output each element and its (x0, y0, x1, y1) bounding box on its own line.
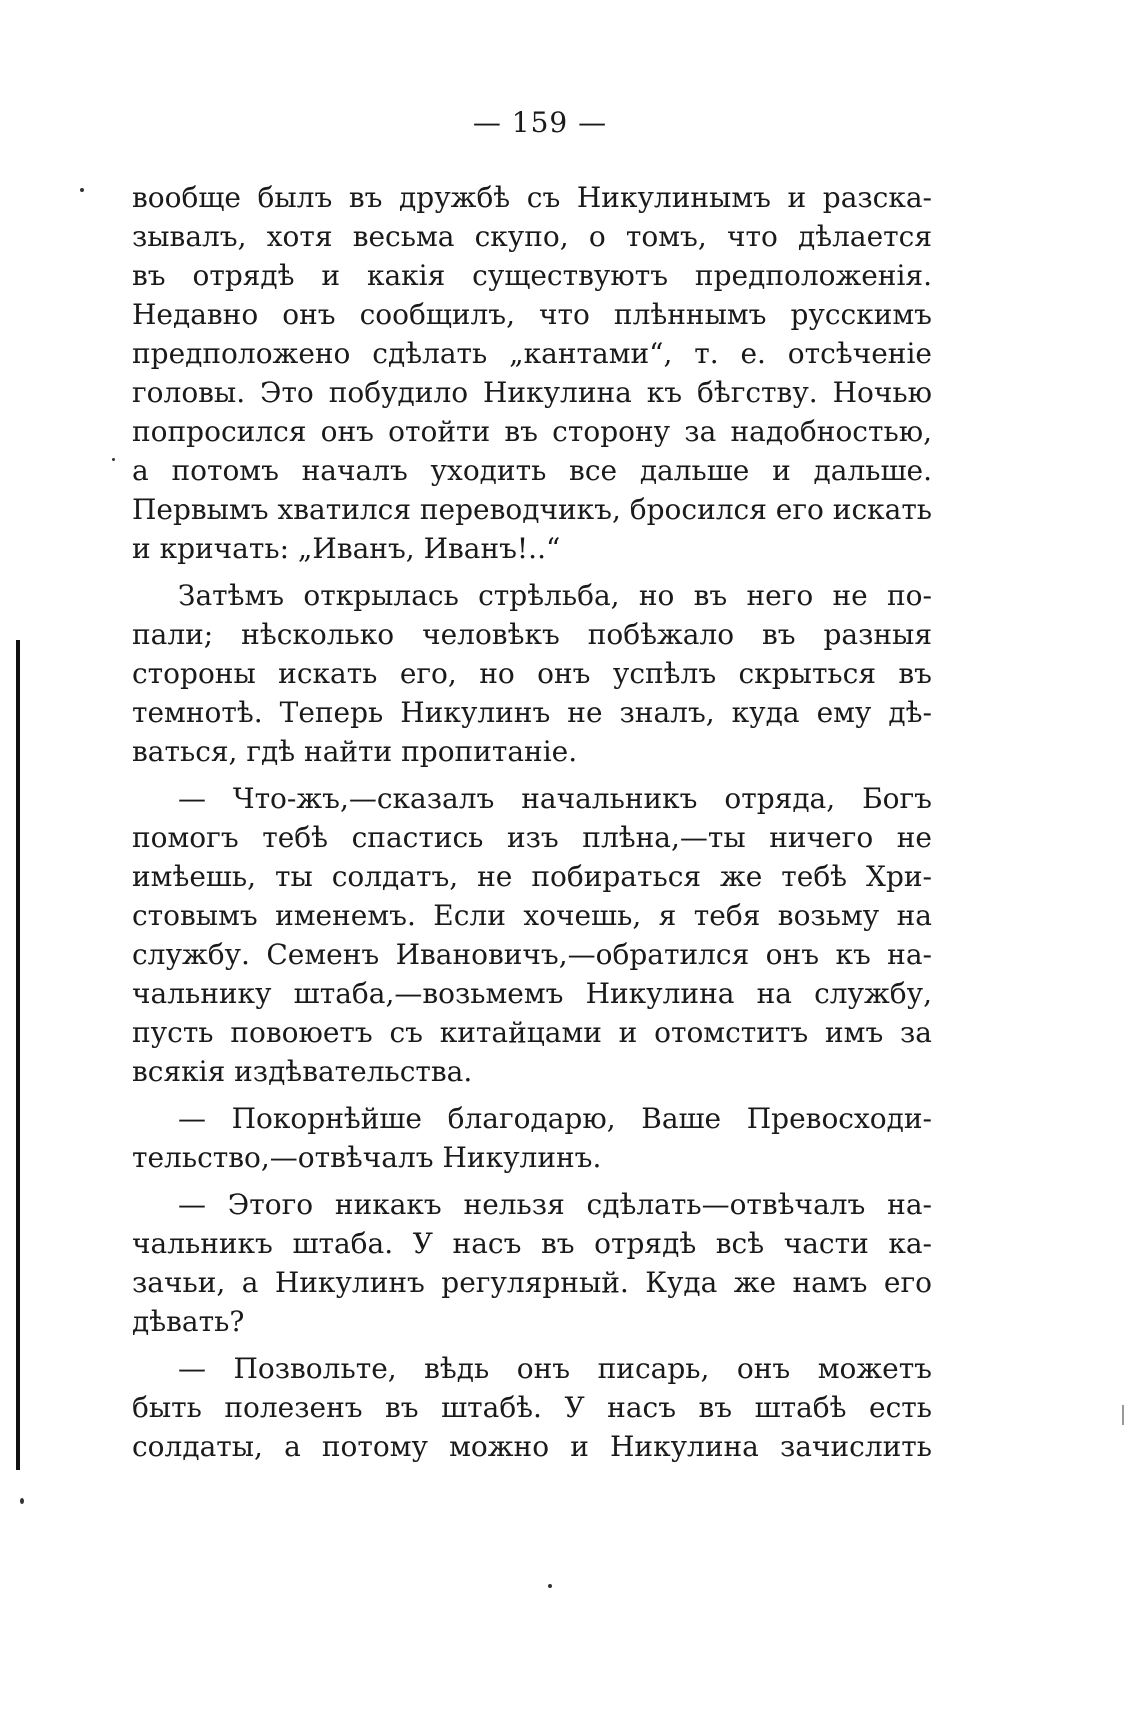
body-text (132, 178, 932, 1466)
text-line: — Что-жъ,—сказалъ начальникъ отряда, Богъ (178, 782, 932, 815)
page-number: — 159 — (472, 106, 608, 139)
text-line: тельство,—отвѣчалъ Никулинъ. (132, 1141, 602, 1174)
text-line: стороны искать его, но онъ успѣлъ скрыться въ (132, 657, 932, 690)
text-line: — Покорнѣйше благодарю, Ваше Превосходи- (178, 1102, 932, 1135)
text-line: чальнику штаба,—возьмемъ Никулина на службу, (132, 977, 932, 1010)
text-line: темнотѣ. Теперь Никулинъ не зналъ, куда ему дѣ- (132, 696, 932, 729)
scan-edge-mark (16, 640, 20, 1470)
text-line: вообще былъ въ дружбѣ съ Никулинымъ и разска- (132, 181, 932, 214)
scan-speck (20, 1498, 24, 1504)
text-line: головы. Это побудило Никулина къ бѣгству. Ночью (132, 376, 932, 409)
text-line: а потомъ началъ уходить все дальше и дальше. (132, 454, 932, 487)
text-line: въ отрядѣ и какія существуютъ предположенія. (132, 259, 932, 292)
text-line: пусть повоюетъ съ китайцами и отомститъ имъ за (132, 1016, 932, 1049)
text-line: пали; нѣсколько человѣкъ побѣжало въ разныя (132, 618, 932, 651)
text-line: быть полезенъ въ штабѣ. У насъ въ штабѣ есть (132, 1391, 932, 1424)
text-line: попросился онъ отойти въ сторону за надобностью, (132, 415, 932, 448)
text-line: Недавно онъ сообщилъ, что плѣннымъ русскимъ (132, 298, 932, 331)
text-line: стовымъ именемъ. Если хочешь, я тебя возьму на (132, 899, 932, 932)
text-line: Затѣмъ открылась стрѣльба, но въ него не по- (178, 579, 932, 612)
text-line: помогъ тебѣ спастись изъ плѣна,—ты ничего не (132, 821, 932, 854)
text-line: зачьи, а Никулинъ регулярный. Куда же намъ его (132, 1266, 932, 1299)
scan-speck (548, 1584, 552, 1588)
text-line: — Позвольте, вѣдь онъ писарь, онъ можетъ (178, 1352, 932, 1385)
text-line: дѣвать? (132, 1305, 245, 1338)
text-line: имѣешь, ты солдатъ, не побираться же тебѣ Хри- (132, 860, 932, 893)
scan-speck (80, 188, 84, 192)
text-line: солдаты, а потому можно и Никулина зачислить (132, 1430, 932, 1463)
text-line: — Этого никакъ нельзя сдѣлать—отвѣчалъ на- (178, 1188, 932, 1221)
text-line: предположено сдѣлать „кантами“, т. е. отсѣченіе (132, 337, 932, 370)
scan-speck (1122, 1405, 1124, 1425)
text-line: всякія издѣвательства. (132, 1055, 473, 1088)
text-line: и кричать: „Иванъ, Иванъ!..“ (132, 532, 561, 565)
text-line: чальникъ штаба. У насъ въ отрядѣ всѣ части ка- (132, 1227, 932, 1260)
text-line: зывалъ, хотя весьма скупо, о томъ, что дѣлается (132, 220, 932, 253)
text-line: ваться, гдѣ найти пропитаніе. (132, 735, 578, 768)
scan-speck (112, 458, 115, 461)
text-line: Первымъ хватился переводчикъ, бросился его искать (132, 493, 933, 526)
text-line: службу. Семенъ Ивановичъ,—обратился онъ къ на- (132, 938, 932, 971)
